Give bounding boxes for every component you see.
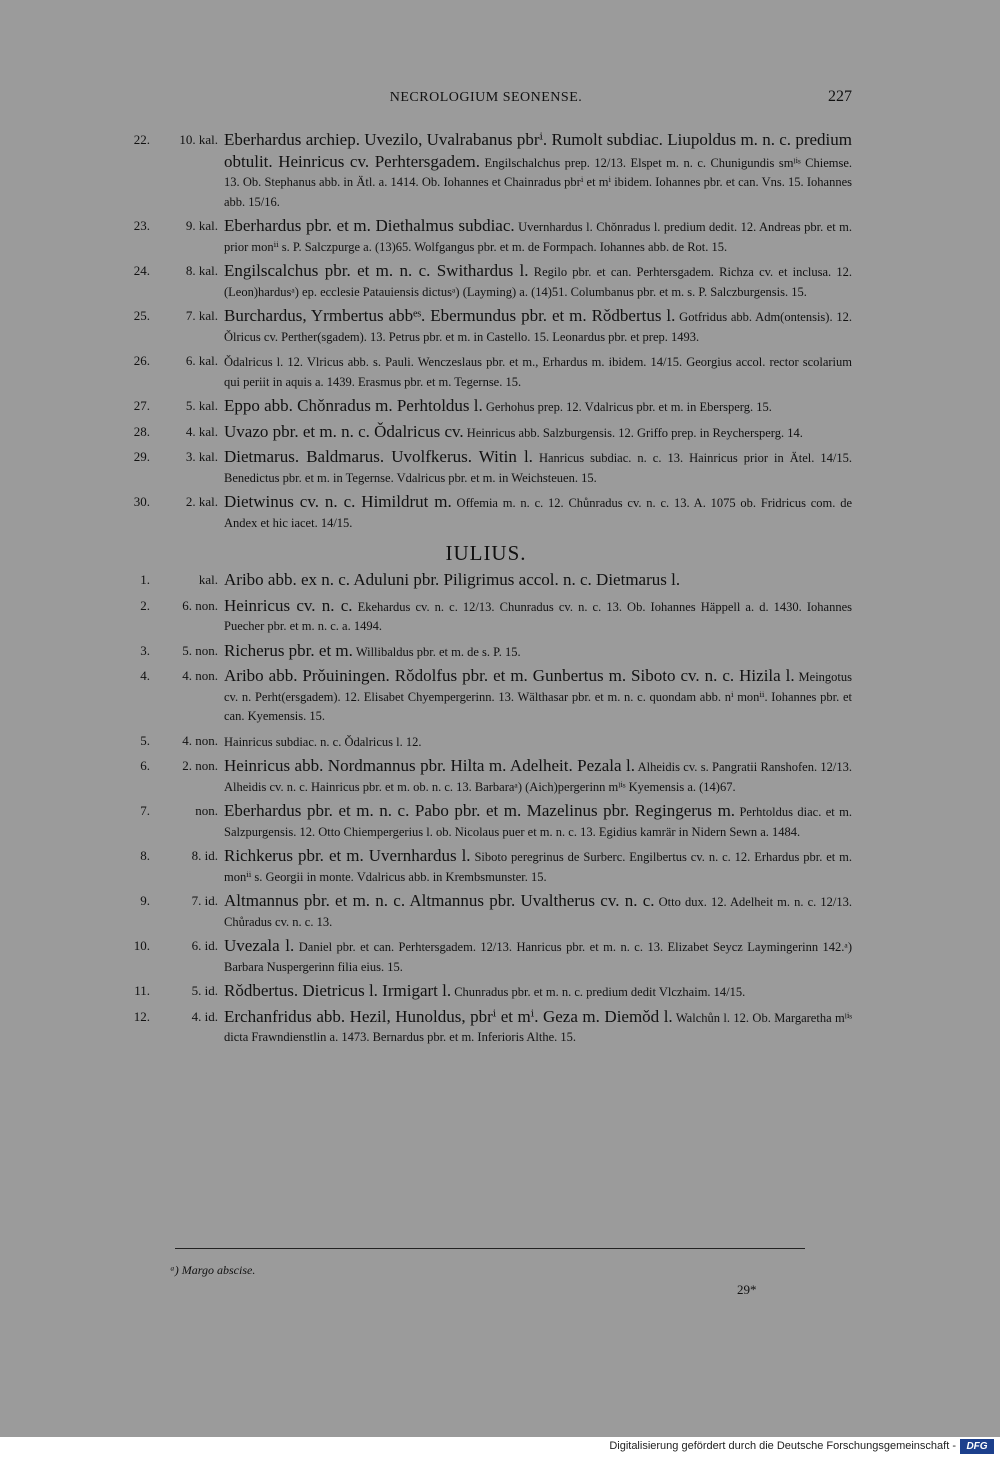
entry-text: [224, 891, 852, 932]
entry-later-additions: Chunradus pbr. et m. n. c. predium dedit Vlczhaim. 14/15.: [454, 985, 746, 999]
necrology-entry: [120, 422, 852, 444]
entry-text: [224, 756, 852, 797]
entry-main-names: Eberhardus archiep. Uvezilo, Uvalrabanus pbrⁱ. Rumolt subdiac. Liupoldus m. n. c. predium obtulit. Heinricus cv. Perhtersgadem.: [224, 130, 852, 171]
entry-date: 3. kal.: [185, 449, 218, 464]
necrology-entry: [120, 801, 852, 842]
entry-text: [224, 396, 852, 418]
entry-number: 10.: [133, 938, 150, 953]
entry-date: 7. id.: [191, 893, 218, 908]
page-header: [120, 90, 852, 112]
entry-number: 27.: [133, 398, 150, 413]
entry-date: 4. id.: [191, 1008, 218, 1024]
entry-later-additions: Meingotus cv. n. Perht(ersgadem). 12. Elisabet Chyempergerinn. 13. Wälthasar pbr. et m. n. c. quondam abb. nⁱ monⁱⁱ. Iohannes pbr. et can. Kyemensis. 15.: [224, 670, 853, 723]
necrology-entry: [120, 570, 852, 592]
entry-main-names: Aribo abb. Prǒuiningen. Rǒdolfus pbr. et m. Gunbertus m. Siboto cv. n. c. Hizila l.: [224, 666, 795, 685]
entry-later-additions: Heinricus abb. Salzburgensis. 12. Griffo prep. in Reychersperg. 14.: [466, 425, 803, 440]
entry-later-additions: Hainricus subdiac. n. c. Ǒdalricus l. 12.: [224, 734, 422, 749]
entry-text: [224, 981, 852, 1003]
entry-number: 7.: [140, 803, 150, 818]
entry-date: 8. id.: [191, 848, 218, 863]
entry-later-additions: Regilo pbr. et can. Perhtersgadem. Richza cv. et inclusa. 12. (Leon)hardusᵃ) ep. ecclesie Patauiensis dictusᵃ) (Layming) a. (14)51. Columbanus pbr. et m. s. P. Salczburgensis. 15.: [224, 265, 852, 299]
necrology-entry: [120, 351, 852, 392]
entry-number: 1.: [140, 572, 150, 587]
entry-main-names: Altmannus pbr. et m. n. c. Altmannus pbr. Uvaltherus cv. n. c.: [224, 891, 655, 910]
entry-number: 5.: [140, 732, 150, 748]
entry-main-names: Uvazo pbr. et m. n. c. Ǒdalricus cv.: [224, 421, 464, 441]
necrology-entry: [120, 130, 852, 212]
entry-text: [224, 261, 852, 302]
entry-date: 5. kal.: [185, 398, 218, 413]
necrology-entry: [120, 666, 852, 727]
entry-main-names: Eppo abb. Chǒnradus m. Perhtoldus l.: [224, 396, 483, 415]
entry-date: 9. kal.: [185, 218, 218, 233]
footnote-divider: [175, 1248, 805, 1249]
entry-text: [224, 936, 852, 977]
entry-date: 4. non.: [182, 732, 218, 748]
necrology-entry: [120, 936, 852, 977]
necrology-entry: [120, 396, 852, 418]
signature-mark: 29*: [737, 1282, 757, 1297]
credit-bar: [0, 1437, 1000, 1458]
entry-date: kal.: [198, 572, 218, 587]
necrology-entry: [120, 596, 852, 637]
entry-text: [224, 492, 852, 533]
entry-number: 6.: [140, 758, 150, 773]
entry-number: 26.: [133, 353, 150, 368]
entry-later-additions: Alheidis cv. s. Pangratii Ranshofen. 12/13. Alheidis cv. n. c. Hainricus pbr. et m. ob. n. c. 13. Barbaraᵃ) (Aich)pergerinn mˡⁱˢ Kyemensis a. (14)67.: [224, 760, 853, 794]
entry-main-names: Burchardus, Yrmbertus abbᵉˢ. Ebermundus pbr. et m. Rǒdbertus l.: [224, 306, 676, 325]
entry-later-additions: Otto dux. 12. Adelheit m. n. c. 12/13. Chůradus cv. n. c. 13.: [224, 895, 853, 929]
entry-number: 2.: [140, 597, 150, 613]
entries-container: [120, 130, 852, 1052]
month-heading: IULIUS.: [445, 541, 527, 565]
necrology-entry: [120, 1007, 852, 1048]
entry-later-additions: Perhtoldus diac. et m. Salzpurgensis. 12. Otto Chiempergerius l. ob. Nicolaus puer et m. n. c. 13. Egidius kamrär in Nidern Sewn a. 1484.: [224, 805, 853, 839]
entry-main-names: Dietmarus. Baldmarus. Uvolfkerus. Witin l.: [224, 447, 533, 466]
entry-date: 2. non.: [182, 758, 218, 773]
entry-date: 4. non.: [182, 668, 218, 683]
entry-number: 12.: [133, 1008, 150, 1024]
entry-main-names: Engilscalchus pbr. et m. n. c. Swithardus l.: [224, 261, 529, 280]
entry-number: 28.: [133, 423, 150, 439]
july-entries: [120, 570, 852, 1048]
entry-later-additions: Engilschalchus prep. 12/13. Elspet m. n. c. Chunigundis smˡⁱˢ Chiemse. 13. Ob. Stephanus abb. in Ätl. a. 1414. Ob. Iohannes et Chainradus pbrⁱ et mⁱ ibidem. Iohannes pbr. et can. Vns. 15. Iohannes abb. 15/16.: [224, 155, 853, 209]
entry-date: 6. non.: [182, 597, 218, 613]
entry-number: 9.: [140, 893, 150, 908]
entry-later-additions: Walchůn l. 12. Ob. Margaretha mˡⁱˢ dicta Frawndienstlin a. 1473. Bernardus pbr. et m. Inferioris Althe. 15.: [224, 1010, 852, 1044]
necrology-entry: [120, 216, 852, 257]
entry-later-additions: Hanricus subdiac. n. c. 13. Hainricus prior in Ätel. 14/15. Benedictus pbr. et m. in Tegernse. Vdalricus pbr. et m. in Weichsteuen. 15.: [224, 451, 852, 485]
entry-text: [224, 130, 852, 212]
entry-date: 4. kal.: [185, 423, 218, 439]
entry-text: [224, 351, 852, 392]
entry-main-names: Aribo abb. ex n. c. Aduluni pbr. Piligrimus accol. n. c. Dietmarus l.: [224, 570, 681, 589]
funding-credit[interactable]: Digitalisierung gefördert durch die Deutsche Forschungsgemeinschaft -: [609, 1440, 956, 1452]
entry-text: [224, 731, 852, 753]
footnote: ᵃ) Margo abscise.: [170, 1263, 256, 1277]
entry-number: 8.: [140, 848, 150, 863]
entry-later-additions: Offemia m. n. c. 12. Chůnradus cv. n. c. 13. A. 1075 ob. Fridricus com. de Andex et hic iacet. 14/15.: [224, 496, 852, 530]
entry-later-additions: Daniel pbr. et can. Perhtersgadem. 12/13. Hanricus pbr. et m. n. c. 13. Elizabet Seycz Laymingerinn 142.ᵃ) Barbara Nuspergerinn filia eius. 15.: [224, 940, 853, 974]
entry-main-names: Richerus pbr. et m.: [224, 640, 353, 660]
june-entries: [120, 130, 852, 533]
page-number: 227: [828, 88, 852, 105]
entry-text: [224, 570, 852, 592]
necrology-entry: [120, 756, 852, 797]
entry-later-additions: Ǒdalricus l. 12. Vlricus abb. s. Pauli. Wenczeslaus pbr. et m., Erhardus m. ibidem. 14/15. Georgius accol. rector scolarium qui periit in aquis a. 1439. Erasmus pbr. et m. Tegernse. 15.: [224, 355, 852, 389]
entry-date: 7. kal.: [185, 308, 218, 323]
entry-date: 6. id.: [191, 938, 218, 953]
entry-number: 25.: [133, 308, 150, 323]
necrology-entry: [120, 731, 852, 753]
entry-date: 6. kal.: [185, 353, 218, 368]
entry-main-names: Eberhardus pbr. et m. Diethalmus subdiac.: [224, 216, 515, 235]
necrology-entry: [120, 306, 852, 347]
entry-number: 22.: [133, 132, 150, 147]
entry-text: [224, 641, 852, 663]
entry-later-additions: Willibaldus pbr. et m. de s. P. 15.: [355, 644, 521, 659]
entry-number: 24.: [133, 263, 150, 278]
entry-later-additions: Siboto peregrinus de Surberc. Engilbertus cv. n. c. 12. Erhardus pbr. et m. monⁱⁱ s. Georgii in monte. Vdalricus abb. in Krembsmunster. 15.: [224, 850, 852, 884]
necrology-entry: [120, 261, 852, 302]
entry-text: [224, 1007, 852, 1048]
necrology-entry: [120, 447, 852, 488]
entry-later-additions: Ekehardus cv. n. c. 12/13. Chunradus cv. n. c. 13. Ob. Iohannes Häppell a. d. 1430. Iohannes Puecher pbr. et m. n. c. a. 1494.: [224, 599, 853, 633]
necrology-entry: [120, 846, 852, 887]
entry-date: non.: [195, 803, 218, 818]
entry-later-additions: Gerhohus prep. 12. Vdalricus pbr. et m. in Ebersperg. 15.: [485, 400, 772, 414]
entry-date: 5. non.: [182, 642, 218, 658]
entry-main-names: Uvezala l.: [224, 936, 295, 955]
entry-main-names: Richkerus pbr. et m. Uvernhardus l.: [224, 846, 471, 865]
entry-date: 5. id.: [191, 983, 218, 998]
running-title: NECROLOGIUM SEONENSE.: [389, 90, 583, 105]
entry-main-names: Heinricus abb. Nordmannus pbr. Hilta m. Adelheit. Pezala l.: [224, 756, 635, 775]
entry-number: 4.: [140, 668, 150, 683]
necrology-entry: [120, 492, 852, 533]
entry-text: [224, 216, 852, 257]
entry-text: [224, 422, 852, 444]
necrology-entry: [120, 641, 852, 663]
entry-main-names: Heinricus cv. n. c.: [224, 595, 353, 615]
entry-date: 8. kal.: [185, 263, 218, 278]
entry-text: [224, 846, 852, 887]
entry-main-names: Eberhardus pbr. et m. n. c. Pabo pbr. et m. Mazelinus pbr. Regingerus m.: [224, 801, 736, 820]
entry-number: 29.: [133, 449, 150, 464]
entry-text: [224, 447, 852, 488]
entry-text: [224, 801, 852, 842]
entry-main-names: Rǒdbertus. Dietricus l. Irmigart l.: [224, 981, 452, 1000]
entry-later-additions: Uvernhardus l. Chǒnradus l. predium dedit. 12. Andreas pbr. et m. prior monⁱⁱ s. P. Salczpurge a. (13)65. Wolfgangus pbr. et m. de Formpach. Iohannes abb. de Rot. 15.: [224, 220, 853, 254]
entry-text: [224, 666, 852, 727]
entry-text: [224, 596, 852, 637]
entry-main-names: Dietwinus cv. n. c. Himildrut m.: [224, 492, 452, 511]
dfg-logo-icon[interactable]: DFG: [960, 1439, 994, 1454]
necrology-entry: [120, 891, 852, 932]
entry-number: 30.: [133, 494, 150, 509]
entry-main-names: Erchanfridus abb. Hezil, Hunoldus, pbrⁱ et mⁱ. Geza m. Diemǒd l.: [224, 1006, 673, 1026]
entry-number: 11.: [134, 983, 150, 998]
entry-date: 10. kal.: [179, 132, 218, 147]
entry-number: 3.: [140, 642, 150, 658]
entry-later-additions: Gotfridus abb. Adm(ontensis). 12. Ǒlricus cv. Perther(sgadem). 13. Petrus pbr. et m. in Castello. 15. Leonardus pbr. et prep. 1493.: [224, 310, 853, 344]
necrology-entry: [120, 981, 852, 1003]
entry-date: 2. kal.: [185, 494, 218, 509]
entry-number: 23.: [133, 218, 150, 233]
entry-text: [224, 306, 852, 347]
